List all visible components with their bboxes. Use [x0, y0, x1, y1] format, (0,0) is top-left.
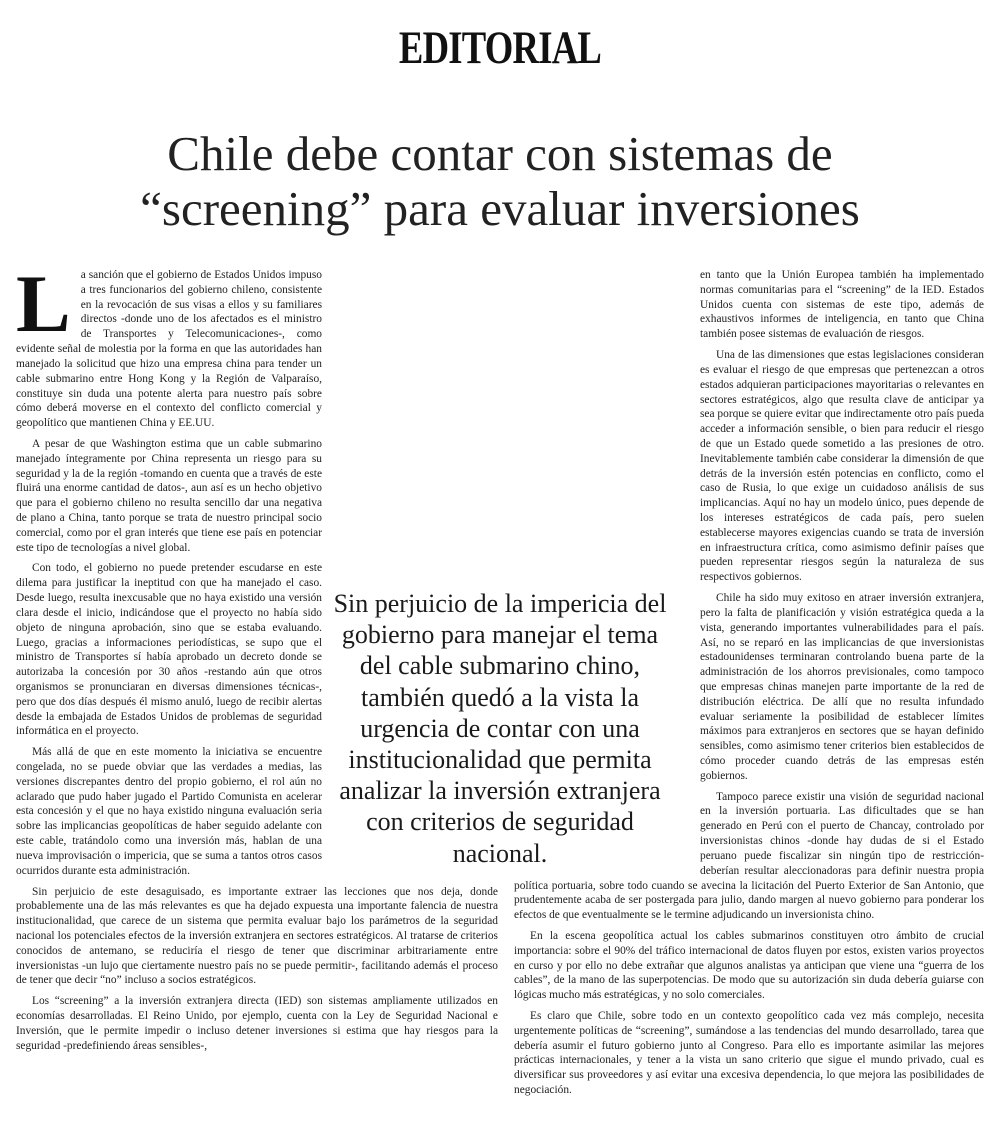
article-paragraph: Una de las dimensiones que estas legislaciones consideran es evaluar el riesgo de que empresas que pertenezcan a otros estados adquieran participaciones mayoritarias o relevantes en sectores estratégicos, algo que resulta clave de anticipar ya sea porque se quiere evitar que indirectamente otro país pueda acceder a información sensible, o bien para reducir el riesgo de que un Estado quede sometido a las presiones de otro. Inevitablemente también cabe considerar la dimensión de que detrás de la inversión estén potencias en conflicto, como el caso de Rusia, lo que exige un cuidadoso análisis de sus implicancias. Aquí no hay un modelo único, pues depende de los intereses estratégicos de cada país, pero suelen establecerse mayores exigencias cuando se trata de inversión en infraestructura crítica, como asimismo definir países que pueden representar riesgos según la naturaleza de sus respectivos gobiernos. — [700, 349, 985, 584]
headline-line-1: Chile debe contar con sistemas de — [167, 126, 833, 181]
article-paragraph: Es claro que Chile, sobre todo en un contexto geopolítico cada vez más complejo, necesita urgentemente políticas de “screening”, sumándose a las tendencias del mundo desarrollado, tarea que debería asumir el futuro gobierno junto al Congreso. Para ello es importante asimilar las mejores prácticas internacionales, y tener a la vista un sano criterio que sigue el mundo privado, cual es diversificar sus proveedores y así evitar una excesiva dependencia, lo que mejora las posibilidades de negociación. — [514, 1010, 984, 1097]
article-paragraph: Más allá de que en este momento la iniciativa se encuentre congelada, no se puede obviar que las verdades a medias, las versiones discrepantes dentro del propio gobierno, el rol aún no aclarado que pudo haber jugado el Partido Comunista en acelerar esta concesión y el que no haya existido ninguna evaluación seria sobre las implicancias geopolíticas de haber seguido adelante con este cable, tratándolo como una inversión más, hablan de una nueva improvisación o impericia, que se suma a tantos otros casos ocurridos durante esta administración. — [16, 746, 322, 877]
article-paragraph: La sanción que el gobierno de Estados Unidos impuso a tres funcionarios del gobierno chileno, consistente en la revocación de sus visas a ellos y su familiares directos -donde uno de los afectados es el ministro de Transportes y Telecomunicaciones-, como evidente señal de molestia por la forma en que las autoridades han manejado la solicitud que hizo una empresa china para tender un cable submarino entre Hong Kong y la Región de Valparaíso, constituye sin duda una potente alerta para nuestro país sobre cómo deberá moverse en el contexto del conflicto comercial y geopolítico que mantienen China y EE.UU. — [16, 258, 322, 430]
article-paragraph: Los “screening” a la inversión extranjera directa (IED) son sistemas ampliamente utilizados en economías desarrolladas. El Reino Unido, por ejemplo, cuenta con la Ley de Seguridad Nacional e Inversión, que le permite impedir o incluso detener inversiones si estima que hay riesgos para la seguridad -predefiniendo áreas sensibles-, — [16, 995, 498, 1052]
headline — [20, 126, 980, 236]
pull-quote: Sin perjuicio de la impericia del gobierno para manejar el tema del cable submarino chino, también quedó a la vista la urgencia de contar con una institucionalidad que permita analizar la inversión extranjera con criterios de seguridad nacional. — [333, 589, 667, 868]
article-paragraph: en tanto que la Unión Europea también ha implementado normas comunitarias para el “screening” de la IED. Estados Unidos cuenta con sistemas de este tipo, además de exhaustivos informes de inteligencia, en tanto que China también posee sistemas de evaluación de riesgos. — [700, 269, 984, 341]
article-paragraph: Sin perjuicio de este desaguisado, es importante extraer las lecciones que nos deja, donde probablemente una de las más relevantes es que ha dejado expuesta una importante falencia de nuestra institucionalidad, que carece de un sistema que permita evaluar bajo los parámetros de la seguridad nacional los potenciales efectos de la inversión extranjera en sectores estratégicos. Al tratarse de criterios conocidos de antemano, se reduciría el riesgo de tener que discriminar arbitrariamente entre inversionistas -un lujo que ciertamente nuestro país no se puede permitir-, facilitando además el proceso de tener que decir “no” incluso a socios estratégicos. — [16, 885, 498, 987]
drop-cap: L — [16, 258, 71, 349]
article-paragraph: Tampoco parece existir una visión de seguridad nacional en la inversión portuaria. Las dificultades que se han generado en Perú con el puerto de Chancay, controlado por inversionistas chinos -donde hay dudas de si el Estado peruano puede fiscalizar sin ningún tipo de restricción- deberían resultar aleccionadoras para definir nuestra propia política portuaria, sobre todo cuando se avecina la licitación del Puerto Exterior de San Antonio, que prudentemente acaba de ser postergada para julio, dando margen al nuevo gobierno para ponderar los efectos de que eventualmente se le termine adjudicando un inversionista chino. — [514, 790, 984, 922]
article-paragraph: En la escena geopolítica actual los cables submarinos constituyen otro ámbito de crucial importancia: sobre el 90% del tráfico internacional de datos fluyen por estos, existen varios proyectos en curso y por ello no debe extrañar que algunos analistas ya anticipan que viene una “guerra de los cables”, de la mano de las superpotencias. De modo que su autorización sin duda debería guiarse con lógicas mucho más estratégicas, y no solo comerciales. — [514, 929, 984, 1002]
headline-line-2: “screening” para evaluar inversiones — [140, 181, 860, 236]
article-paragraph: A pesar de que Washington estima que un cable submarino manejado íntegramente por China representa un riesgo para su seguridad y la de la región -tomando en cuenta que a través de este fluirá una enorme cantidad de datos-, aun así es un hecho objetivo que para el gobierno chileno no resulta sencillo dar una negativa de plano a China, tanto porque se trata de nuestro principal socio comercial, como por el gran interés que tiene ese país en potenciar este tipo de tecnologías a nivel global. — [16, 437, 322, 554]
article-paragraph: Con todo, el gobierno no puede pretender escudarse en este dilema para justificar la ineptitud con que ha manejado el caso. Desde luego, resulta inexcusable que no haya existido una versión clara desde el inicio, indicándose que el proyecto no había sido objeto de ninguna aprobación, sino que se estaba evaluando. Luego, gracias a informaciones periodísticas, se supo que el ministro de Transportes sí había aprobado un decreto donde se autorizaba la concesión por 30 años -restando aún que otros organismos se pronunciaran en diversas dimensiones técnicas-, pero que dos días después él mismo anuló, luego de recibir alertas desde la embajada de Estados Unidos de problemas de seguridad informática en el proyecto. — [16, 562, 322, 738]
article-paragraph: Chile ha sido muy exitoso en atraer inversión extranjera, pero la falta de planificación y visión estratégica queda a la vista, generando importantes vulnerabilidades para el país. Así, no se reparó en las implicancias de que inversionistas estadounidenses terminaran controlando buena parte de la administración de los ahorros previsionales, como tampoco que empresas chinas manejen parte importante de la red de distribución eléctrica. De allí que no resulta infundado evaluar seriamente la posibilidad de establecer límites máximos para extranjeros en sectores que se hayan definido sensibles, como asimismo tener criterios bien establecidos de cómo proceder cuando detrás de las empresas estén gobiernos. — [700, 592, 984, 782]
section-kicker: EDITORIAL — [398, 22, 602, 74]
